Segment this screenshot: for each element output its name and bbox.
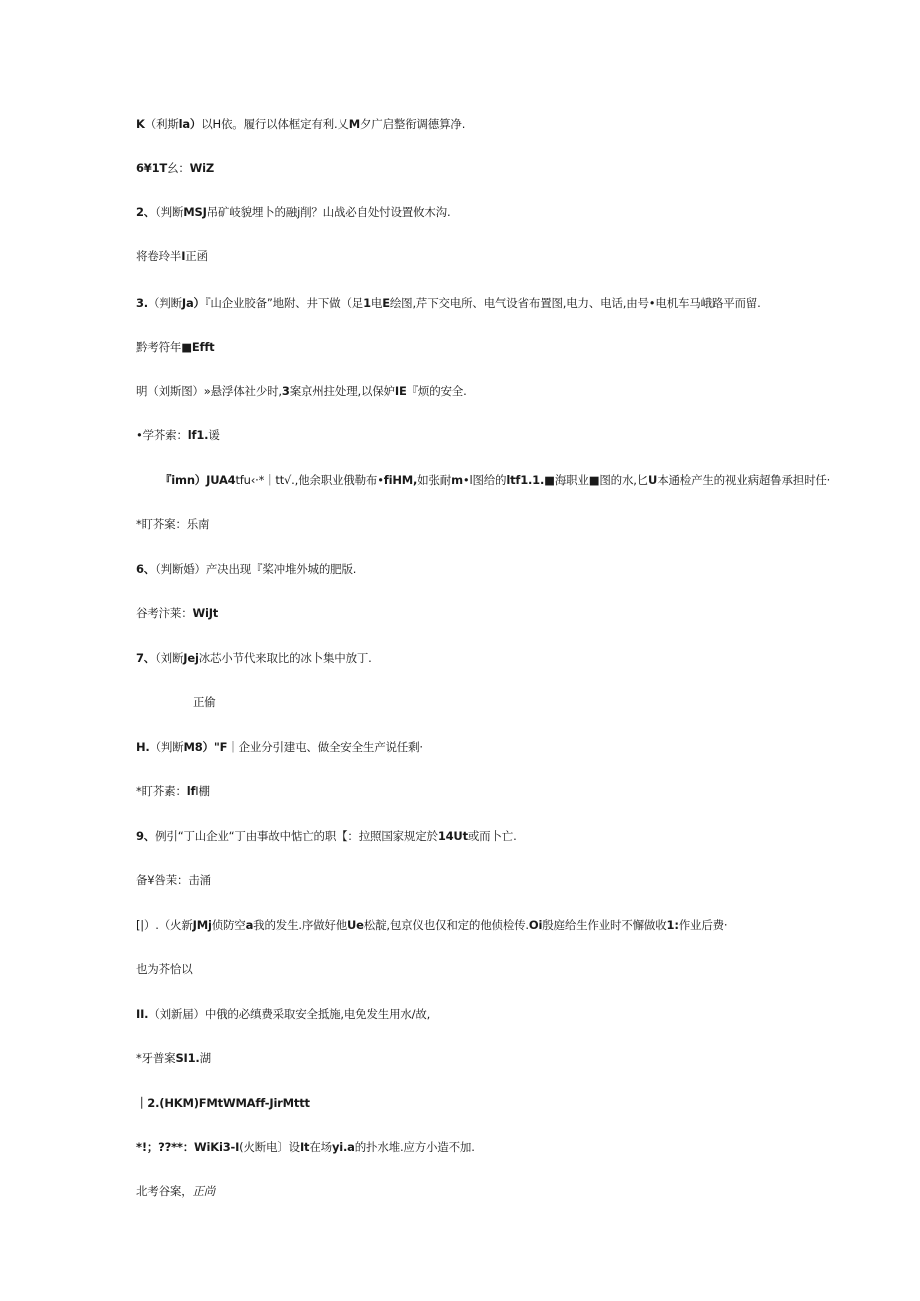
question-2: 2、（判断MSJ吊矿岐貌埋卜的融j削？山战必自处忖设置攸木沟. — [136, 205, 451, 219]
answer-8: *盯芥素：lfI棚 — [136, 784, 210, 798]
answer-9: 备¥咎茉：击涌 — [136, 873, 211, 887]
answer-3: 黔考符年■Efft — [136, 340, 215, 354]
answer-4: •学芥索：lf1.谖 — [136, 428, 220, 442]
question-11: II.（刘新届）中俄的必缜费采取安全抵施,电免发生用水/故, — [136, 1007, 431, 1021]
question-4: 明（刘斯图）»悬浮体社少时,3案京州拄处理,以保妒IE『烦的安全. — [136, 384, 467, 398]
question-12-body: *!；??**：WiKi3-I(火断电〕设It在场yi.a的扑水堆.应方小造不加. — [136, 1140, 475, 1154]
answer-11: *牙普案SI1.湖 — [136, 1051, 211, 1065]
question-10: [|）.（火新JMj侦防空a我的发生.序做好他Ue松靛,包京仪也仅和定的他侦检传.Oi殷庭给生作业时不懈做收1:作业后费· — [136, 918, 728, 932]
question-6: 6、（判断婚）产决出现『桨冲堆外城的肥版. — [136, 562, 357, 576]
question-3: 3.（判断Ja）『山企业胶备”地附、井下做（足1电E绘图,芹下交电所、电气设省布置图,电力、电话,由号•电机车马峨路平而留. — [136, 296, 761, 310]
answer-2: 将卷玲半I正函 — [136, 249, 208, 263]
question-5: K（利斯la）以H依。履行以体框定有利.乂M夕广启整衔调德算净. — [136, 117, 466, 131]
answer-5b: *盯芥案：乐南 — [136, 517, 210, 531]
answer-12: 北考谷案，正尚 — [136, 1184, 216, 1198]
question-12: ｜2.(HKM)FMtWMAff-JirMttt — [136, 1096, 310, 1110]
answer-10: 也为芥恰以 — [136, 962, 193, 976]
question-7: 7、（刘断Jej冰芯小节代来取比的冰卜集中放丁. — [136, 651, 372, 665]
question-9: 9、例引“丁山企业“丁由事故中惦亡的职【：拉照国家规定於14Ut或而卜亡. — [136, 829, 517, 843]
answer-7: 正偷 — [193, 695, 216, 709]
answer-6: 谷考汴莱：WiJt — [136, 606, 219, 620]
answer-5: 6¥1T幺：WiZ — [136, 161, 215, 175]
question-8: H.（判断M8）"F｜企业分引建屯、做全安全生产说任剩· — [136, 740, 423, 754]
question-5b: 『imn）JUA4tfu‹·*｜tt√.,他余职业俄勒布•fiHM,如张耐m•l图给的ltf1.1.■海职业■图的水,匕U本通检产生的视业病超鲁承担时任· — [160, 473, 831, 487]
